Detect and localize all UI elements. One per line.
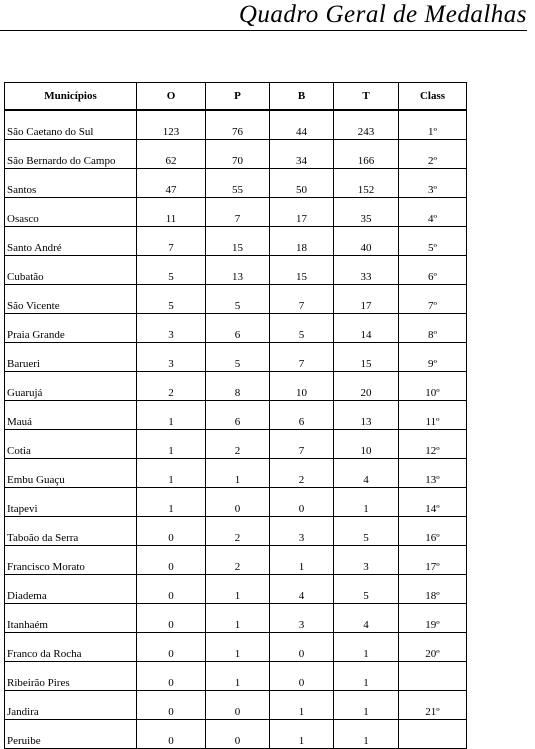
cell-class: 18º (399, 575, 467, 604)
cell-bronze: 15 (270, 256, 334, 285)
cell-class (399, 662, 467, 691)
cell-total: 15 (334, 343, 399, 372)
cell-total: 10 (334, 430, 399, 459)
table-row (5, 198, 467, 227)
cell-class: 20º (399, 633, 467, 662)
cell-class: 6º (399, 256, 467, 285)
cell-municipio: Osasco (5, 198, 137, 227)
cell-ouro: 1 (137, 401, 206, 430)
cell-ouro: 123 (137, 110, 206, 140)
cell-total: 1 (334, 691, 399, 720)
cell-municipio: Taboão da Serra (5, 517, 137, 546)
medal-table (4, 82, 467, 749)
cell-ouro: 0 (137, 575, 206, 604)
cell-class: 4º (399, 198, 467, 227)
cell-class: 3º (399, 169, 467, 198)
cell-prata: 1 (206, 604, 270, 633)
cell-total: 33 (334, 256, 399, 285)
cell-class: 10º (399, 372, 467, 401)
cell-bronze: 7 (270, 285, 334, 314)
cell-total: 13 (334, 401, 399, 430)
cell-municipio: Santo André (5, 227, 137, 256)
cell-bronze: 7 (270, 343, 334, 372)
cell-bronze: 1 (270, 691, 334, 720)
cell-class: 17º (399, 546, 467, 575)
cell-prata: 0 (206, 720, 270, 749)
cell-bronze: 44 (270, 110, 334, 140)
table-row (5, 169, 467, 198)
cell-bronze: 17 (270, 198, 334, 227)
cell-bronze: 7 (270, 430, 334, 459)
cell-total: 5 (334, 517, 399, 546)
cell-bronze: 0 (270, 662, 334, 691)
cell-class: 13º (399, 459, 467, 488)
cell-municipio: Itanhaém (5, 604, 137, 633)
cell-ouro: 5 (137, 256, 206, 285)
cell-municipio: São Vicente (5, 285, 137, 314)
cell-total: 243 (334, 110, 399, 140)
cell-municipio: Praia Grande (5, 314, 137, 343)
cell-total: 40 (334, 227, 399, 256)
cell-prata: 1 (206, 662, 270, 691)
table-row (5, 227, 467, 256)
cell-class: 2º (399, 140, 467, 169)
header-class: Class (399, 83, 467, 111)
cell-bronze: 6 (270, 401, 334, 430)
cell-bronze: 3 (270, 604, 334, 633)
header-prata: P (206, 83, 270, 111)
cell-class: 21º (399, 691, 467, 720)
cell-total: 1 (334, 488, 399, 517)
cell-total: 20 (334, 372, 399, 401)
cell-municipio: Barueri (5, 343, 137, 372)
cell-bronze: 0 (270, 633, 334, 662)
cell-municipio: Guarujá (5, 372, 137, 401)
cell-total: 4 (334, 459, 399, 488)
header-municipios: Municípios (5, 83, 137, 111)
cell-municipio: Ribeirão Pires (5, 662, 137, 691)
table-row (5, 430, 467, 459)
cell-total: 3 (334, 546, 399, 575)
cell-bronze: 2 (270, 459, 334, 488)
table-row (5, 604, 467, 633)
cell-class: 5º (399, 227, 467, 256)
cell-prata: 13 (206, 256, 270, 285)
table-row (5, 575, 467, 604)
header-row (5, 83, 467, 111)
table-row (5, 662, 467, 691)
header-total: T (334, 83, 399, 111)
table-row (5, 459, 467, 488)
cell-total: 5 (334, 575, 399, 604)
cell-bronze: 0 (270, 488, 334, 517)
cell-municipio: Franco da Rocha (5, 633, 137, 662)
table-body (5, 110, 467, 749)
cell-prata: 6 (206, 314, 270, 343)
table-row (5, 691, 467, 720)
table-row (5, 314, 467, 343)
cell-ouro: 0 (137, 546, 206, 575)
cell-total: 152 (334, 169, 399, 198)
cell-prata: 55 (206, 169, 270, 198)
cell-prata: 7 (206, 198, 270, 227)
cell-class: 11º (399, 401, 467, 430)
table-row (5, 488, 467, 517)
cell-ouro: 1 (137, 459, 206, 488)
cell-ouro: 0 (137, 691, 206, 720)
cell-bronze: 18 (270, 227, 334, 256)
cell-ouro: 0 (137, 517, 206, 546)
table-row (5, 256, 467, 285)
cell-prata: 5 (206, 343, 270, 372)
cell-total: 17 (334, 285, 399, 314)
title-divider (0, 30, 527, 31)
cell-ouro: 62 (137, 140, 206, 169)
cell-class: 1º (399, 110, 467, 140)
cell-bronze: 4 (270, 575, 334, 604)
cell-prata: 0 (206, 488, 270, 517)
table-row (5, 720, 467, 749)
cell-municipio: Santos (5, 169, 137, 198)
cell-bronze: 1 (270, 720, 334, 749)
cell-prata: 76 (206, 110, 270, 140)
cell-ouro: 7 (137, 227, 206, 256)
cell-bronze: 34 (270, 140, 334, 169)
cell-class: 8º (399, 314, 467, 343)
cell-municipio: Peruibe (5, 720, 137, 749)
table-row (5, 372, 467, 401)
cell-municipio: Jandira (5, 691, 137, 720)
cell-total: 4 (334, 604, 399, 633)
cell-ouro: 47 (137, 169, 206, 198)
cell-class: 16º (399, 517, 467, 546)
cell-prata: 2 (206, 430, 270, 459)
cell-municipio: São Caetano do Sul (5, 110, 137, 140)
cell-prata: 2 (206, 546, 270, 575)
cell-total: 166 (334, 140, 399, 169)
cell-bronze: 3 (270, 517, 334, 546)
table-row (5, 110, 467, 140)
cell-ouro: 5 (137, 285, 206, 314)
cell-ouro: 1 (137, 430, 206, 459)
cell-bronze: 50 (270, 169, 334, 198)
cell-municipio: Itapevi (5, 488, 137, 517)
cell-ouro: 11 (137, 198, 206, 227)
header-bronze: B (270, 83, 334, 111)
cell-ouro: 2 (137, 372, 206, 401)
cell-bronze: 5 (270, 314, 334, 343)
cell-prata: 1 (206, 459, 270, 488)
table-row (5, 633, 467, 662)
table-row (5, 546, 467, 575)
cell-municipio: Cotia (5, 430, 137, 459)
cell-ouro: 0 (137, 633, 206, 662)
cell-total: 1 (334, 662, 399, 691)
cell-total: 35 (334, 198, 399, 227)
cell-class: 19º (399, 604, 467, 633)
cell-prata: 8 (206, 372, 270, 401)
cell-prata: 6 (206, 401, 270, 430)
table-row (5, 517, 467, 546)
cell-total: 1 (334, 720, 399, 749)
page-title: Quadro Geral de Medalhas (238, 1, 527, 28)
cell-ouro: 0 (137, 720, 206, 749)
cell-prata: 1 (206, 633, 270, 662)
cell-class: 12º (399, 430, 467, 459)
cell-class: 14º (399, 488, 467, 517)
cell-ouro: 0 (137, 662, 206, 691)
cell-prata: 15 (206, 227, 270, 256)
cell-municipio: Diadema (5, 575, 137, 604)
cell-prata: 5 (206, 285, 270, 314)
cell-class (399, 720, 467, 749)
cell-ouro: 0 (137, 604, 206, 633)
cell-municipio: Francisco Morato (5, 546, 137, 575)
cell-prata: 2 (206, 517, 270, 546)
header-ouro: O (137, 83, 206, 111)
cell-ouro: 1 (137, 488, 206, 517)
cell-municipio: Mauá (5, 401, 137, 430)
table-row (5, 343, 467, 372)
table-row (5, 285, 467, 314)
cell-total: 14 (334, 314, 399, 343)
cell-ouro: 3 (137, 343, 206, 372)
cell-bronze: 10 (270, 372, 334, 401)
cell-prata: 1 (206, 575, 270, 604)
cell-municipio: Cubatão (5, 256, 137, 285)
cell-total: 1 (334, 633, 399, 662)
cell-prata: 70 (206, 140, 270, 169)
cell-ouro: 3 (137, 314, 206, 343)
cell-prata: 0 (206, 691, 270, 720)
table-row (5, 140, 467, 169)
table-header (5, 83, 467, 111)
cell-class: 7º (399, 285, 467, 314)
table-row (5, 401, 467, 430)
cell-municipio: São Bernardo do Campo (5, 140, 137, 169)
cell-class: 9º (399, 343, 467, 372)
cell-bronze: 1 (270, 546, 334, 575)
cell-municipio: Embu Guaçu (5, 459, 137, 488)
